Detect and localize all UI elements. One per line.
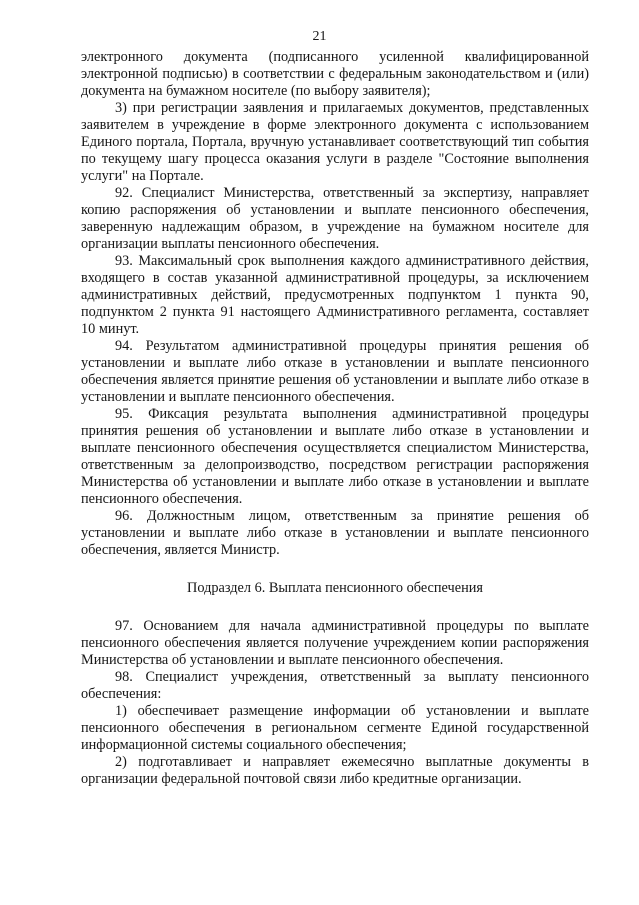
paragraph-95: 95. Фиксация результата выполнения административной процедуры принятия решения об установлении и выплате либо отказе в установлении и выплате пенсионного обеспечения осуществляется специалистом Министерства, ответственным за делопроизводство, посредством регистрации распоряжения Министерства об установлении и выплате либо отказе в установлении и выплате пенсионного обеспечения. <box>81 406 589 507</box>
document-body <box>81 49 589 788</box>
paragraph-94: 94. Результатом административной процедуры принятия решения об установлении и выплате либо отказе в установлении и выплате пенсионного обеспечения является принятие решения об установлении и выплате либо отказе в установлении и выплате пенсионного обеспечения. <box>81 338 589 405</box>
paragraph-96: 96. Должностным лицом, ответственным за принятие решения об установлении и выплате либо отказе в установлении и выплате пенсионного обеспечения, является Министр. <box>81 508 589 558</box>
paragraph-93: 93. Максимальный срок выполнения каждого административного действия, входящего в состав указанной административной процедуры, за исключением административных действий, предусмотренных подпунктом 1 пункта 90, подпунктом 2 пункта 91 настоящего Административного регламента, составляет 10 минут. <box>81 253 589 337</box>
paragraph-92: 92. Специалист Министерства, ответственный за экспертизу, направляет копию распоряжения об установлении и выплате пенсионного обеспечения, заверенную надлежащим образом, в учреждение на бумажном носителе для организации выплаты пенсионного обеспечения. <box>81 185 589 252</box>
paragraph-91-3: 3) при регистрации заявления и прилагаемых документов, представленных заявителем в учреждение в форме электронного документа с использованием Единого портала, Портала, вручную устанавливает соответствующий тип события по текущему шагу процесса оказания услуги в разделе "Состояние выполнения услуги" на Портале. <box>81 100 589 184</box>
paragraph-98-2: 2) подготавливает и направляет ежемесячно выплатные документы в организации федеральной почтовой связи либо кредитные организации. <box>81 754 589 787</box>
paragraph-98: 98. Специалист учреждения, ответственный за выплату пенсионного обеспечения: <box>81 669 589 702</box>
paragraph-97: 97. Основанием для начала административной процедуры по выплате пенсионного обеспечения является получение учреждением копии распоряжения Министерства об установлении и выплате пенсионного обеспечения. <box>81 618 589 668</box>
page-number: 21 <box>312 29 327 44</box>
section-heading: Подраздел 6. Выплата пенсионного обеспечения <box>187 580 483 596</box>
paragraph-continuation: электронного документа (подписанного усиленной квалифицированной электронной подписью) в соответствии с федеральным законодательством и (или) документа на бумажном носителе (по выбору заявителя); <box>81 49 589 99</box>
paragraph-98-1: 1) обеспечивает размещение информации об установлении и выплате пенсионного обеспечения в региональном сегменте Единой государственной информационной системы социального обеспечения; <box>81 703 589 753</box>
